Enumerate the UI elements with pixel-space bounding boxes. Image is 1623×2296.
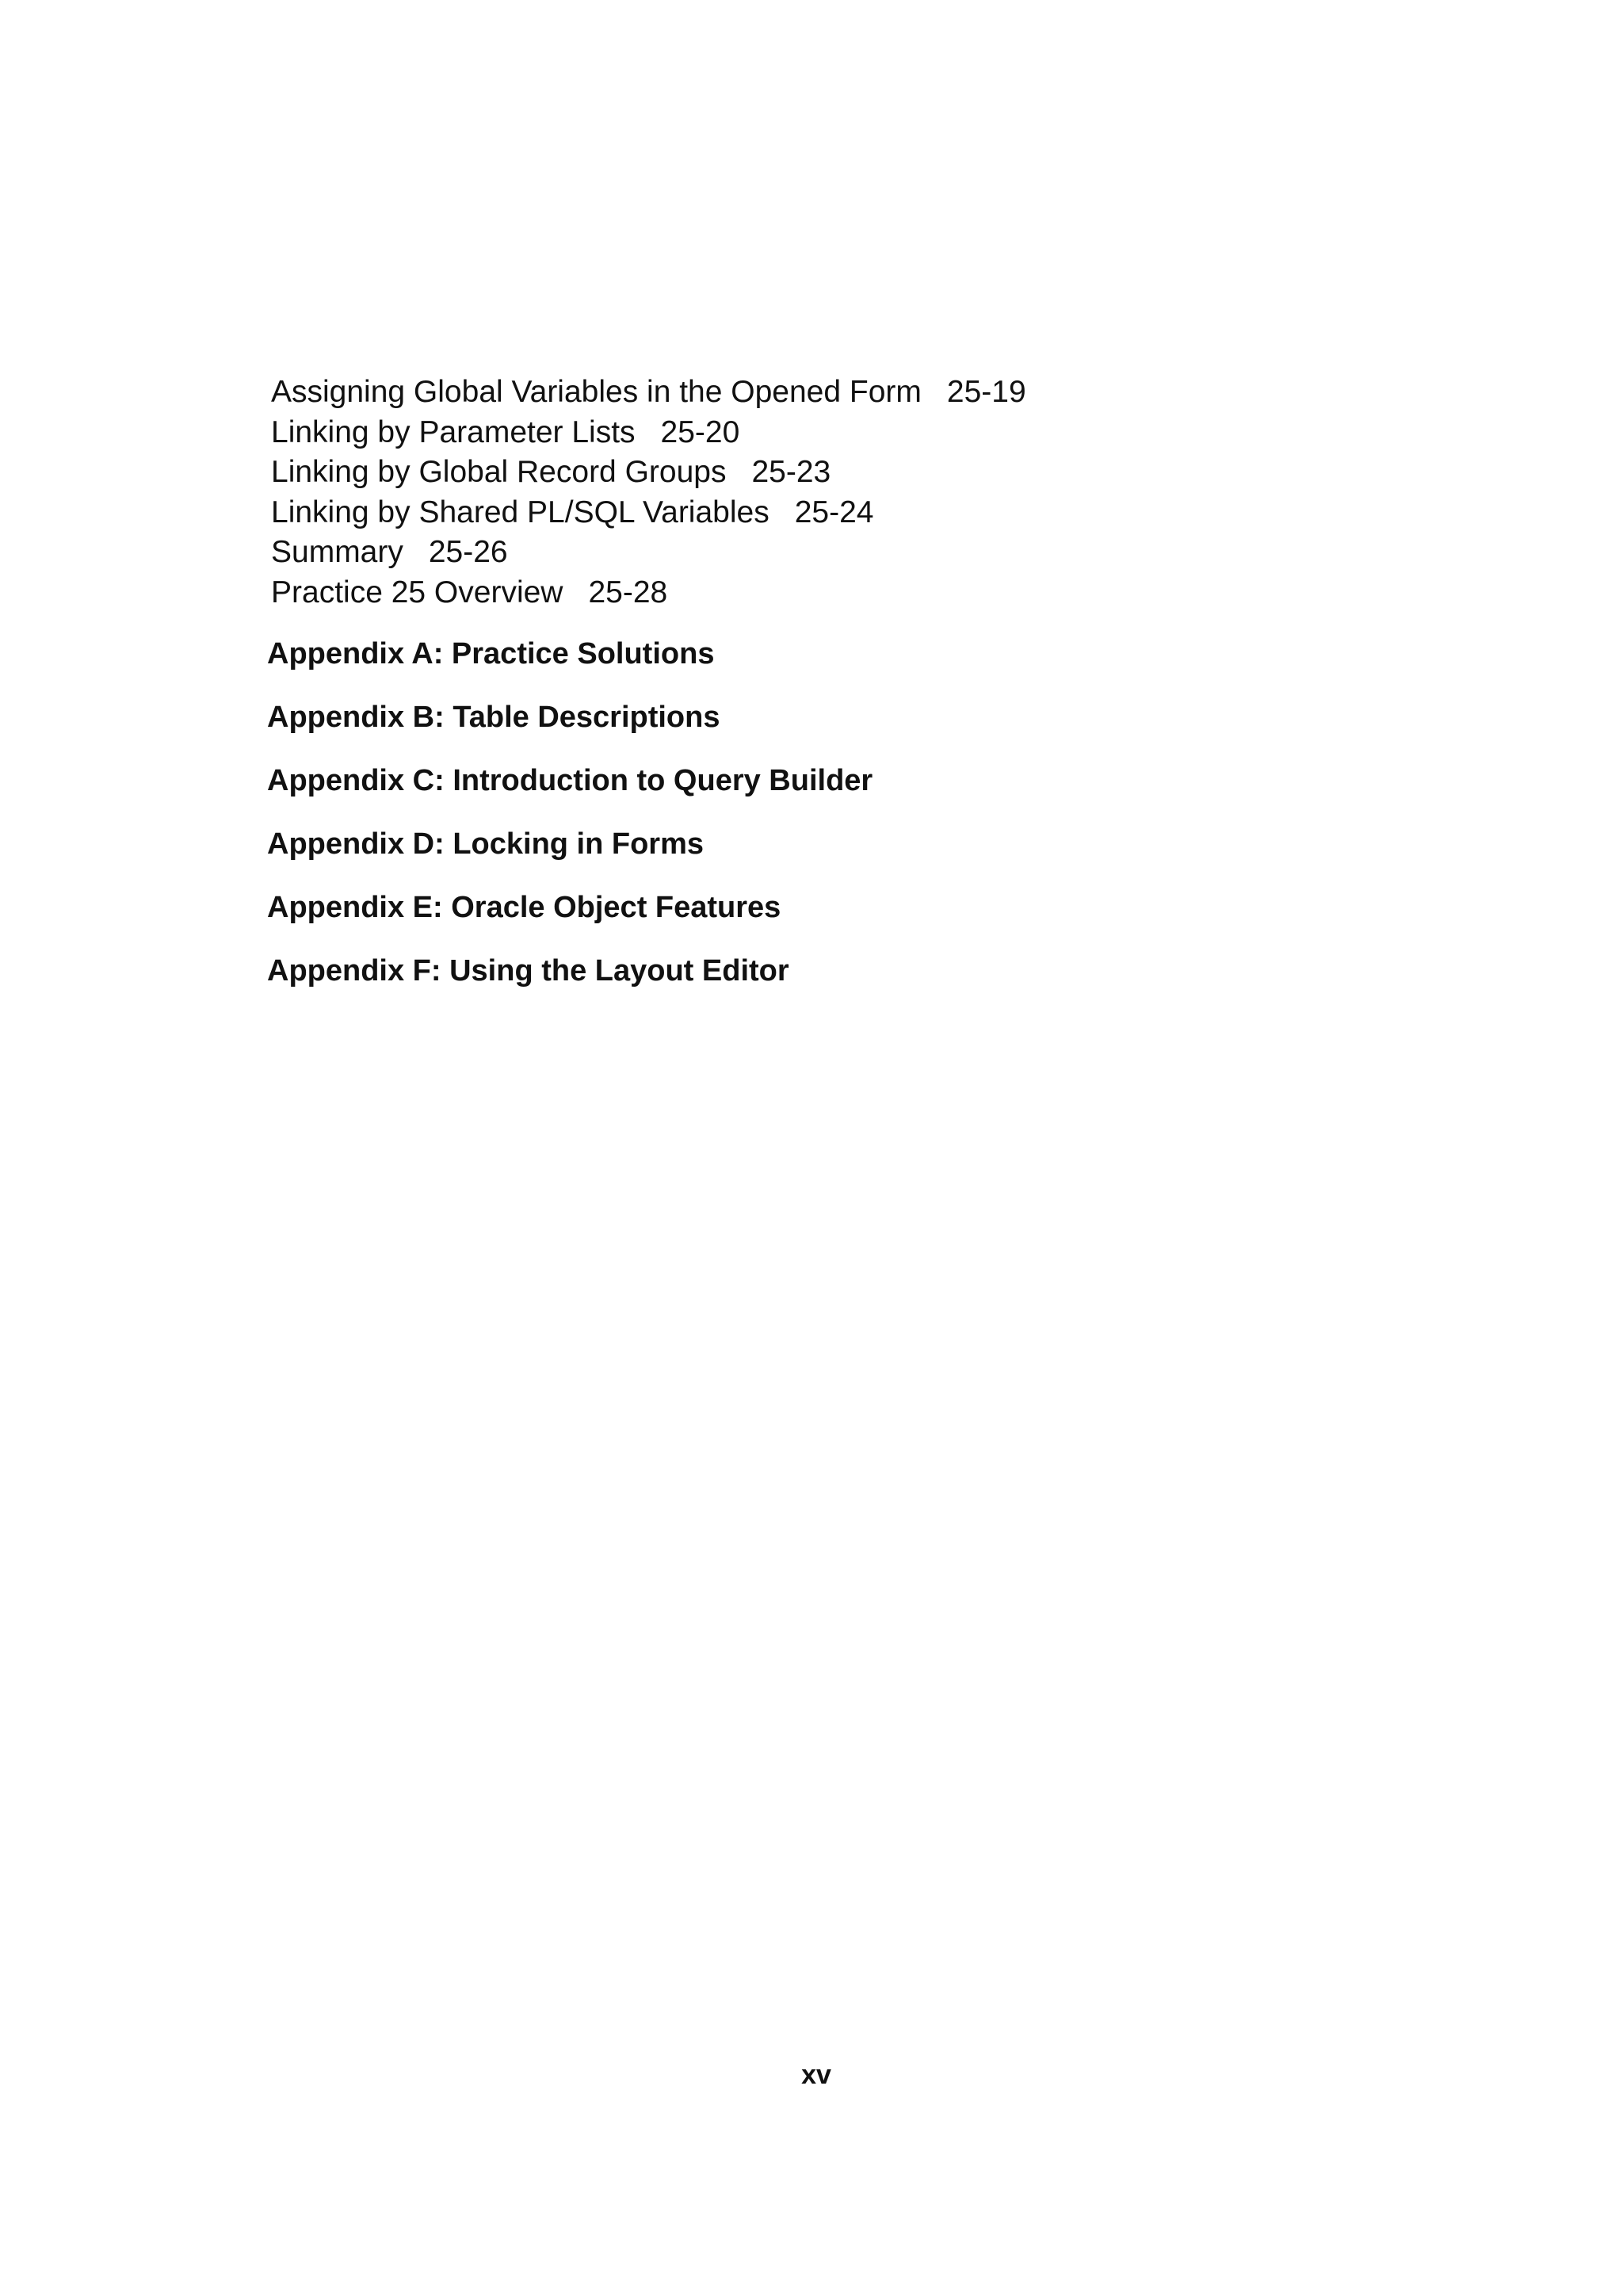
page-number: xv (801, 2060, 831, 2090)
toc-entry-title: Summary (271, 535, 403, 569)
appendix-heading-a: Appendix A: Practice Solutions (267, 637, 715, 670)
toc-entry (271, 533, 1026, 573)
toc-entry-list (271, 372, 1026, 613)
appendix-heading-f: Appendix F: Using the Layout Editor (267, 954, 789, 988)
appendix-heading-e: Appendix E: Oracle Object Features (267, 891, 781, 924)
appendix-heading-b: Appendix B: Table Descriptions (267, 701, 720, 734)
toc-entry (271, 573, 1026, 613)
appendix-list (267, 636, 873, 1016)
toc-entry-title: Linking by Shared PL/SQL Variables (271, 495, 769, 529)
toc-entry-page: 25-28 (588, 575, 668, 609)
toc-entry-title: Assigning Global Variables in the Opened Form (271, 375, 922, 409)
appendix-heading-c: Appendix C: Introduction to Query Builder (267, 764, 873, 797)
toc-entry-page: 25-26 (428, 535, 508, 569)
appendix-heading-d: Appendix D: Locking in Forms (267, 827, 705, 861)
toc-entry (271, 493, 1026, 533)
toc-entry-title: Linking by Global Record Groups (271, 455, 727, 489)
toc-entry-page: 25-24 (794, 495, 874, 529)
toc-entry (271, 372, 1026, 413)
toc-entry-title: Linking by Parameter Lists (271, 415, 636, 449)
toc-entry-title: Practice 25 Overview (271, 575, 563, 609)
toc-entry (271, 413, 1026, 453)
toc-entry-page: 25-20 (660, 415, 740, 449)
toc-entry (271, 453, 1026, 493)
toc-entry-page: 25-23 (751, 455, 831, 489)
toc-entry-page: 25-19 (946, 375, 1026, 409)
